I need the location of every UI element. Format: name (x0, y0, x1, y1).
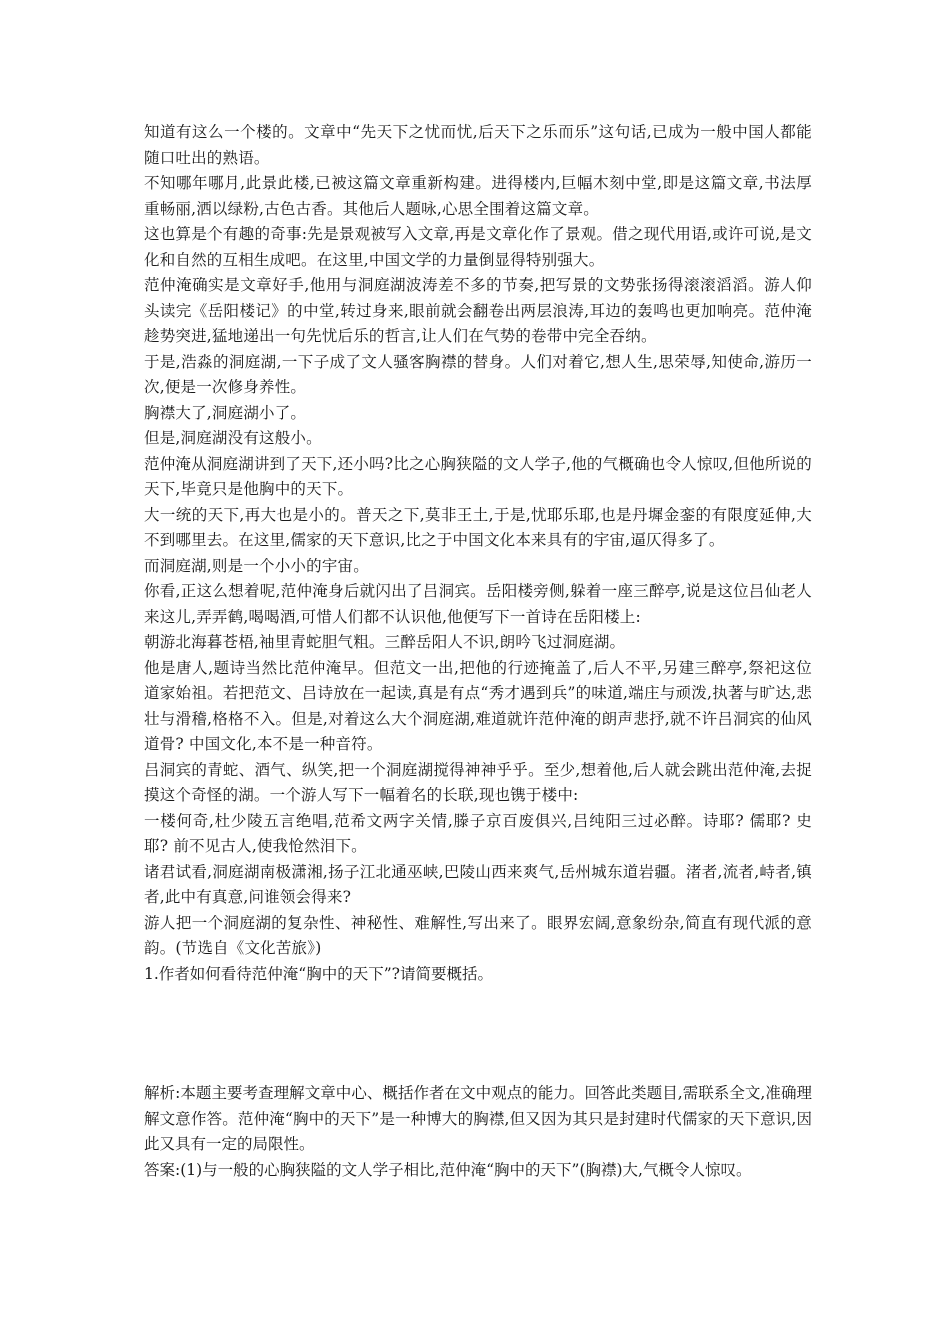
paragraph-4: 范仲淹确实是文章好手,他用与洞庭湖波涛差不多的节奏,把写景的文势张扬得滚滚滔滔。游人仰头读完《岳阳楼记》的中堂,转过身来,眼前就会翻卷出两层浪涛,耳边的轰鸣也更加响亮。范仲淹趁势突进,猛地递出一句先忧后乐的哲言,让人们在气势的卷带中完全吞纳。 (144, 276, 812, 345)
paragraph-17: 游人把一个洞庭湖的复杂性、神秘性、难解性,写出来了。眼界宏阔,意象纷杂,简直有现代派的意韵。(节选自《文化苦旅》) (144, 913, 812, 957)
paragraph-2: 不知哪年哪月,此景此楼,已被这篇文章重新构建。进得楼内,巨幅木刻中堂,即是这篇文章,书法厚重畅丽,洒以绿粉,古色古香。其他后人题咏,心思全围着这篇文章。 (144, 174, 812, 218)
couplet-second: 诸君试看,洞庭湖南极潇湘,扬子江北通巫峡,巴陵山西来爽气,岳州城东道岩疆。渚者,流者,峙者,镇者,此中有真意,问谁领会得来? (144, 862, 812, 906)
paragraph-8: 范仲淹从洞庭湖讲到了天下,还小吗?比之心胸狭隘的文人学子,他的气概确也令人惊叹,但他所说的天下,毕竟只是他胸中的天下。 (144, 454, 812, 498)
answer-blank-space (144, 987, 812, 1081)
analysis-text: 解析:本题主要考查理解文章中心、概括作者在文中观点的能力。回答此类题目,需联系全文,准确理解文意作答。范仲淹“胸中的天下”是一种博大的胸襟,但又因为其只是封建时代儒家的天下意识,因此又具有一定的局限性。 (144, 1084, 812, 1153)
paragraph-5: 于是,浩淼的洞庭湖,一下子成了文人骚客胸襟的替身。人们对着它,想人生,思荣辱,知使命,游历一次,便是一次修身养性。 (144, 352, 812, 396)
couplet-first: 一楼何奇,杜少陵五言绝唱,范希文两字关情,滕子京百废俱兴,吕纯阳三过必醉。诗耶? 儒耶? 史耶? 前不见古人,使我怆然泪下。 (144, 811, 812, 855)
poem-line: 朝游北海暮苍梧,袖里青蛇胆气粗。三醉岳阳人不识,朗吟飞过洞庭湖。 (144, 633, 626, 651)
paragraph-1: 知道有这么一个楼的。文章中“先天下之忧而忧,后天下之乐而乐”这句话,已成为一般中国人都能随口吐出的熟语。 (144, 123, 812, 167)
paragraph-10: 而洞庭湖,则是一个小小的宇宙。 (144, 556, 369, 575)
paragraph-7: 但是,洞庭湖没有这般小。 (144, 429, 322, 447)
answer-text: 答案:(1)与一般的心胸狭隘的文人学子相比,范仲淹“胸中的天下”(胸襟)大,气概令人惊叹。 (144, 1160, 752, 1179)
paragraph-11: 你看,正这么想着呢,范仲淹身后就闪出了吕洞宾。岳阳楼旁侧,躲着一座三醉亭,说是这位吕仙老人来这儿,弄弄鹤,喝喝酒,可惜人们都不认识他,他便写下一首诗在岳阳楼上: (144, 582, 812, 626)
paragraph-13: 他是唐人,题诗当然比范仲淹早。但范文一出,把他的行迹掩盖了,后人不平,另建三醉亭,祭祀这位道家始祖。若把范文、吕诗放在一起读,真是有点“秀才遇到兵”的味道,端庄与顽泼,执著与旷达,悲壮与滑稽,格格不入。但是,对着这么大个洞庭湖,难道就许范仲淹的朗声悲抒,就不许吕洞宾的仙风道骨? 中国文化,本不是一种音符。 (144, 658, 812, 753)
document-page (144, 120, 812, 1183)
paragraph-9: 大一统的天下,再大也是小的。普天之下,莫非王土,于是,忧耶乐耶,也是丹墀金銮的有限度延伸,大不到哪里去。在这里,儒家的天下意识,比之于中国文化本来具有的宇宙,逼仄得多了。 (144, 505, 812, 549)
paragraph-6: 胸襟大了,洞庭湖小了。 (144, 403, 307, 422)
paragraph-3: 这也算是个有趣的奇事:先是景观被写入文章,再是文章化作了景观。借之现代用语,或许可说,是文化和自然的互相生成吧。在这里,中国文学的力量倒显得特别强大。 (144, 225, 812, 269)
paragraph-14: 吕洞宾的青蛇、酒气、纵笑,把一个洞庭湖搅得神神乎乎。至少,想着他,后人就会跳出范仲淹,去捉摸这个奇怪的湖。一个游人写下一幅着名的长联,现也镌于楼中: (144, 760, 812, 804)
question-1: 1.作者如何看待范仲淹“胸中的天下”?请简要概括。 (144, 964, 493, 983)
